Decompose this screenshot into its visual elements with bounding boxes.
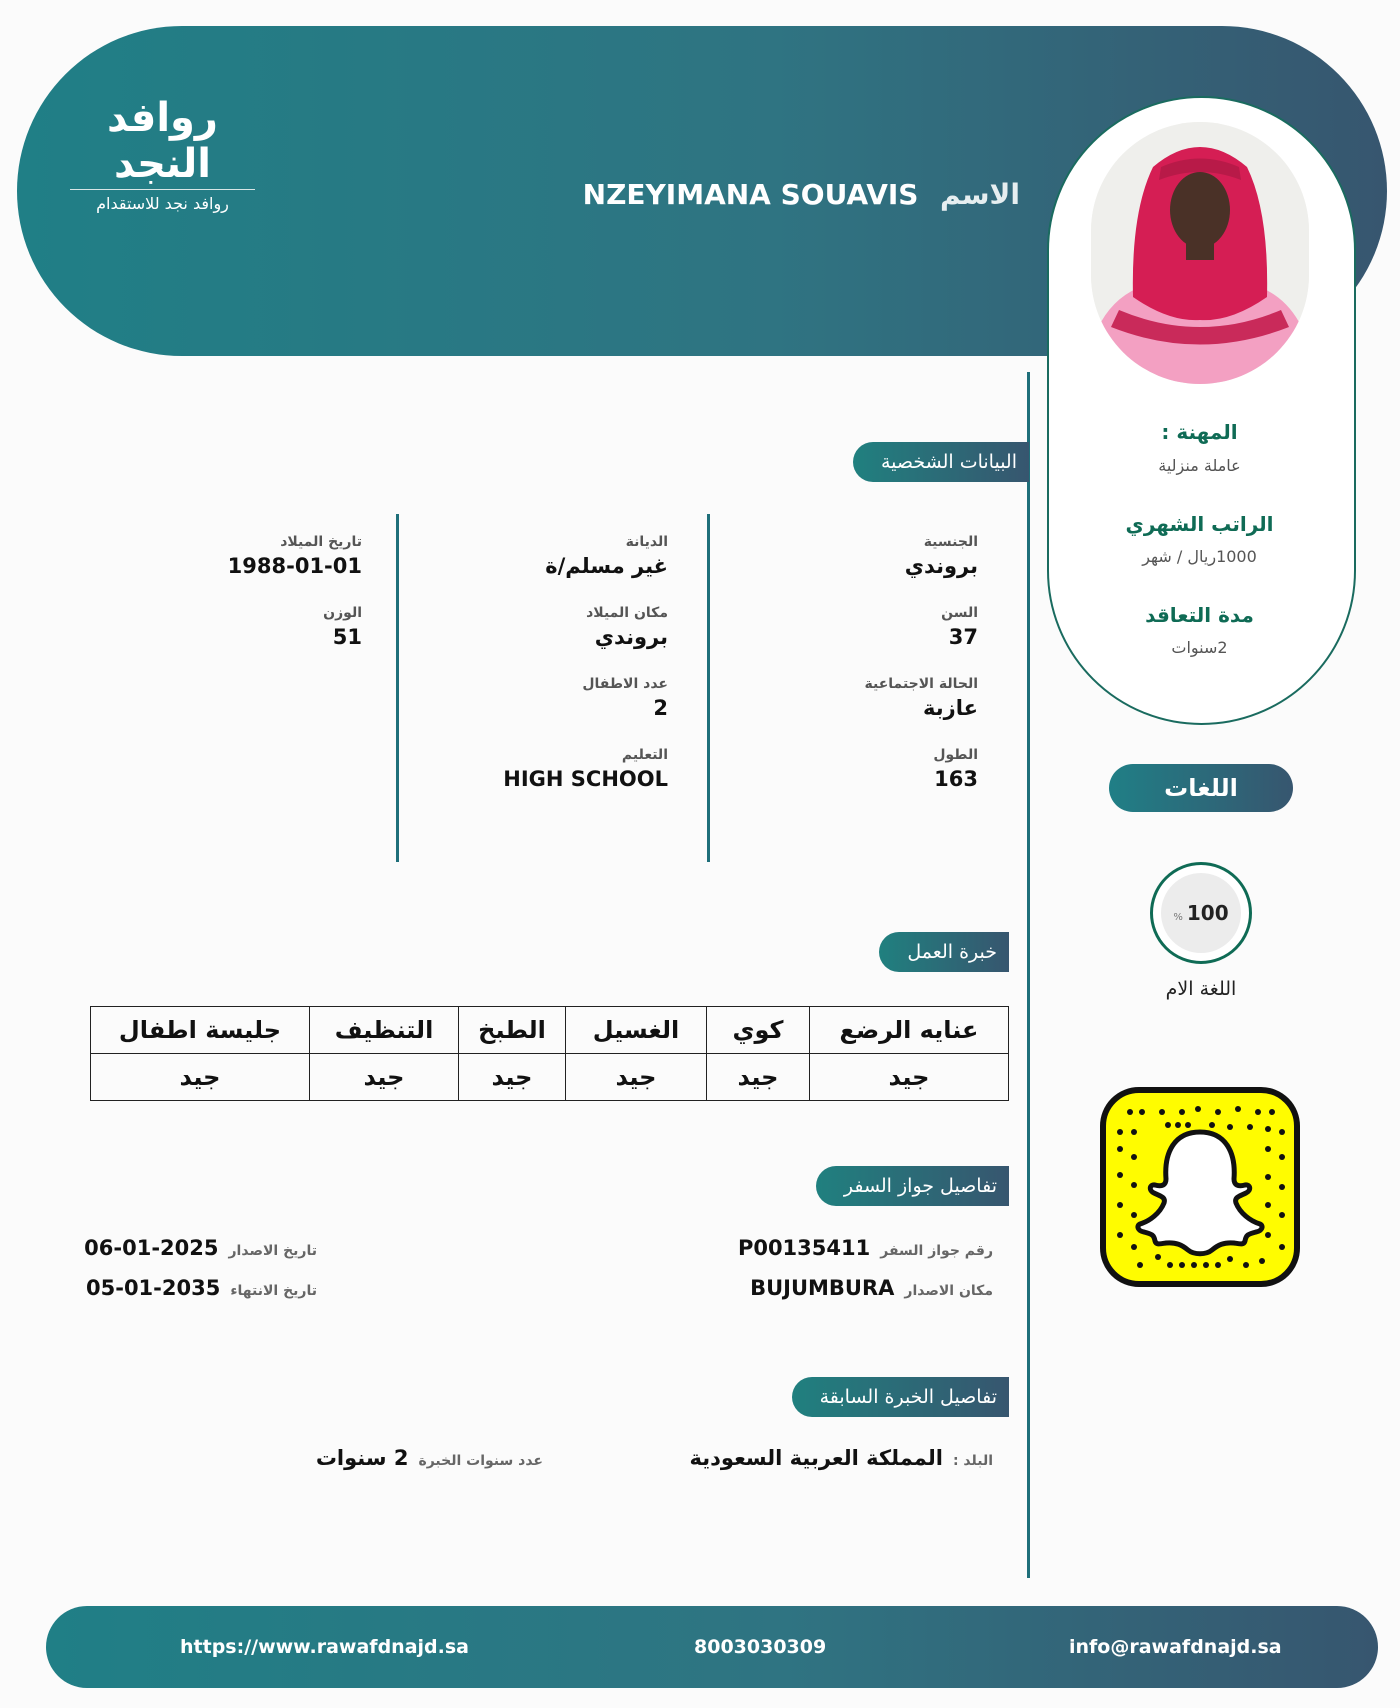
phone-number[interactable]: 8003030309 (694, 1636, 827, 1658)
skill-header: كوي (707, 1007, 810, 1054)
marital-status-label: الحالة الاجتماعية (864, 676, 978, 692)
name-label: الاسم (940, 178, 1020, 211)
contract-label: مدة التعاقد (1145, 603, 1254, 627)
weight-label: الوزن (323, 605, 362, 621)
skill-header: جليسة اطفال (91, 1007, 310, 1054)
weight-value: 51 (332, 625, 362, 649)
percent-sign: % (1173, 912, 1183, 923)
passport-expiry-row (86, 1276, 317, 1300)
snapcode-icon[interactable] (1100, 1087, 1300, 1287)
passport-place-label: مكان الاصدار (904, 1283, 993, 1299)
skill-header: الطبخ (459, 1007, 566, 1054)
religion-value: غير مسلم/ة (545, 554, 668, 578)
age-value: 37 (948, 625, 978, 649)
skill-rating: جيد (310, 1054, 459, 1101)
work-experience-heading: خبرة العمل (879, 932, 1009, 972)
passport-issue-row (84, 1236, 317, 1260)
passport-heading: تفاصيل جواز السفر (816, 1166, 1009, 1206)
religion-label: الديانة (625, 534, 668, 550)
passport-issue-value: 2025-01-06 (84, 1236, 219, 1260)
experience-country-label: البلد : (952, 1453, 993, 1469)
birthplace-label: مكان الميلاد (586, 605, 668, 621)
marital-status-value: عازبة (923, 696, 978, 720)
company-logo (70, 95, 255, 213)
personal-data-heading: البيانات الشخصية (853, 442, 1029, 482)
education-label: التعليم (621, 747, 668, 763)
skill-header: التنظيف (310, 1007, 459, 1054)
profession-label: المهنة : (1161, 420, 1238, 444)
languages-heading: اللغات (1109, 764, 1293, 812)
experience-years-label: عدد سنوات الخبرة (418, 1453, 543, 1469)
birthdate-value: 1988-01-01 (227, 554, 362, 578)
birthplace-value: بروندي (594, 625, 668, 649)
skill-rating: جيد (707, 1054, 810, 1101)
language-name: اللغة الام (1165, 978, 1237, 1000)
nationality-label: الجنسية (923, 534, 978, 550)
passport-number-value: P00135411 (737, 1236, 871, 1260)
skill-rating: جيد (810, 1054, 1009, 1101)
skill-header: الغسيل (566, 1007, 707, 1054)
education-value: HIGH SCHOOL (503, 767, 668, 791)
salary-label: الراتب الشهري (1125, 512, 1274, 536)
birthdate-label: تاريخ الميلاد (280, 534, 362, 550)
column-divider (707, 514, 710, 862)
height-label: الطول (933, 747, 978, 763)
language-percent: 100 (1186, 901, 1229, 925)
contract-value: 2سنوات (1171, 638, 1228, 657)
experience-years-value: 2 سنوات (315, 1446, 409, 1470)
children-value: 2 (653, 696, 668, 720)
skill-header: عنايه الرضع (810, 1007, 1009, 1054)
passport-number-label: رقم جواز السفر (880, 1243, 993, 1259)
skill-rating: جيد (459, 1054, 566, 1101)
experience-years-row (316, 1446, 543, 1470)
profile-photo (1091, 122, 1309, 384)
previous-experience-heading: تفاصيل الخبرة السابقة (792, 1377, 1009, 1417)
timeline-line (1027, 372, 1030, 1578)
salary-value: 1000ريال / شهر (1142, 547, 1257, 566)
skills-value-row (91, 1054, 1009, 1101)
passport-expiry-label: تاريخ الانتهاء (230, 1283, 317, 1299)
email-link[interactable]: info@rawafdnajd.sa (1069, 1636, 1282, 1658)
skill-rating: جيد (91, 1054, 310, 1101)
age-label: السن (941, 605, 978, 621)
children-label: عدد الاطفال (582, 676, 668, 692)
passport-issue-label: تاريخ الاصدار (228, 1243, 317, 1259)
skills-header-row (91, 1007, 1009, 1054)
skill-rating: جيد (566, 1054, 707, 1101)
experience-country-value: المملكة العربية السعودية (689, 1446, 943, 1470)
passport-place-row (750, 1276, 993, 1300)
name-row (583, 178, 1020, 211)
personal-col-2 (418, 534, 668, 791)
personal-col-3 (112, 534, 362, 649)
nationality-value: بروندي (904, 554, 978, 578)
website-link[interactable]: https://www.rawafdnajd.sa (180, 1636, 469, 1658)
column-divider (396, 514, 399, 862)
logo-mark: روافد النجد (70, 95, 255, 190)
experience-country-row (690, 1446, 994, 1470)
passport-place-value: BUJUMBURA (750, 1276, 895, 1300)
height-value: 163 (934, 767, 978, 791)
personal-col-1 (728, 534, 978, 791)
profession-value: عاملة منزلية (1158, 456, 1241, 475)
skills-table (90, 1006, 1009, 1101)
language-level-circle (1150, 862, 1252, 964)
footer-bar (46, 1606, 1378, 1688)
logo-subtitle: روافد نجد للاستقدام (96, 194, 229, 213)
passport-expiry-value: 2035-01-05 (85, 1276, 221, 1300)
name-value: NZEYIMANA SOUAVIS (582, 178, 919, 211)
passport-number-row (738, 1236, 993, 1260)
